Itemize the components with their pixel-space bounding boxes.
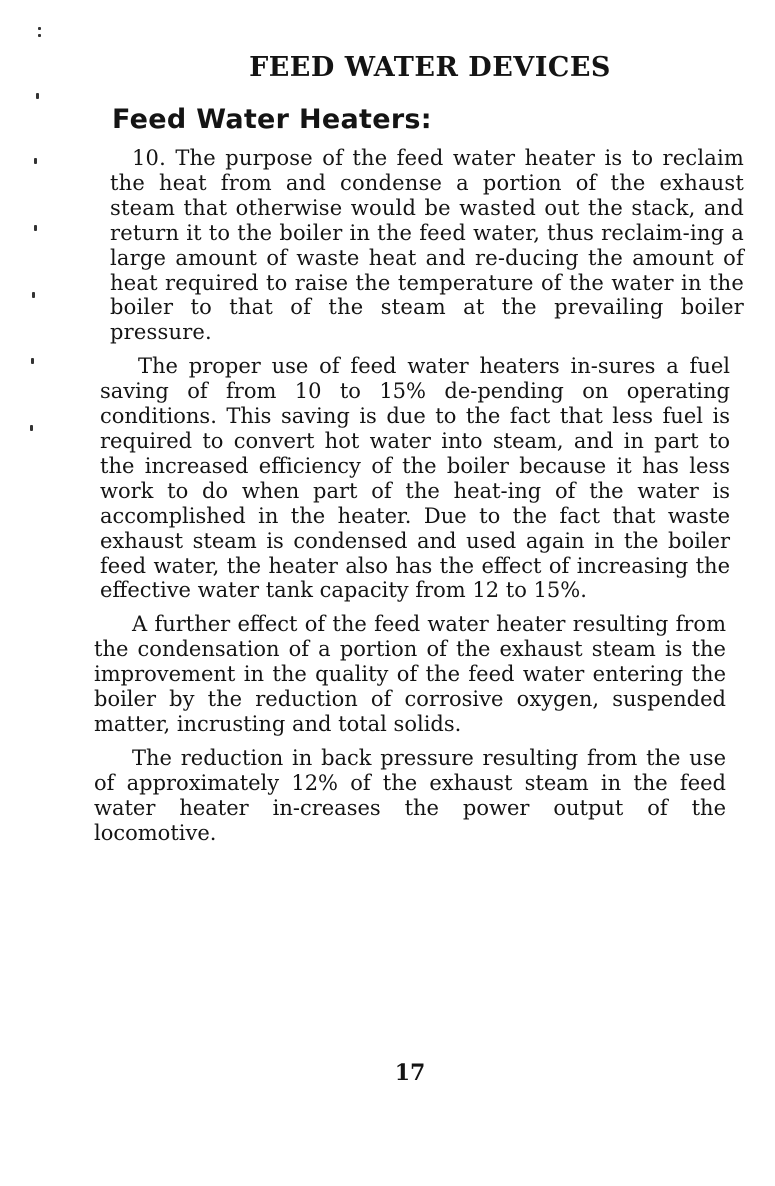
paragraph-2: The proper use of feed water heaters in-sures a fuel saving of from 10 to 15% de-pending on operating conditions. This saving is due to the fact that less fuel is required to convert hot water into steam, and in part to the increased efficiency of the boiler because it has less work to do when part of the heat-ing of the water is accomplished in the heater. Due to the fact that waste exhaust steam is condensed and used again in the boiler feed water, the heater also has the effect of increasing the effective water tank capacity from 12 to 15%.	[100, 354, 730, 603]
paragraph-1: 10. The purpose of the feed water heater is to reclaim the heat from and condense a portion of the exhaust steam that otherwise would be wasted out the stack, and return it to the boiler in the feed water, thus reclaim-ing a large amount of waste heat and re-ducing the amount of heat required to raise the temperature of the water in the boiler to that of the steam at the prevailing boiler pressure.	[110, 146, 744, 345]
margin-mark	[31, 358, 34, 364]
margin-marks	[28, 0, 48, 1186]
margin-mark	[30, 425, 33, 431]
margin-mark	[38, 34, 41, 37]
paragraph-4: The reduction in back pressure resulting from the use of approximately 12% of the exhaust steam in the feed water heater in-creases the power output of the locomotive.	[94, 745, 726, 845]
running-head: FEED WATER DEVICES	[249, 52, 611, 83]
body-text	[92, 146, 744, 854]
margin-mark	[36, 93, 39, 99]
page-number: 17	[394, 1060, 426, 1086]
paragraph-3: A further effect of the feed water heater resulting from the condensation of a portion of the exhaust steam is the improvement in the quality of the feed water entering the boiler by the reduction of corrosive oxygen, suspended matter, incrusting and total solids.	[94, 612, 726, 736]
margin-mark	[38, 27, 41, 30]
section-title: Feed Water Heaters:	[112, 104, 432, 135]
margin-mark	[32, 292, 35, 298]
margin-mark	[34, 158, 37, 164]
margin-mark	[34, 225, 37, 231]
